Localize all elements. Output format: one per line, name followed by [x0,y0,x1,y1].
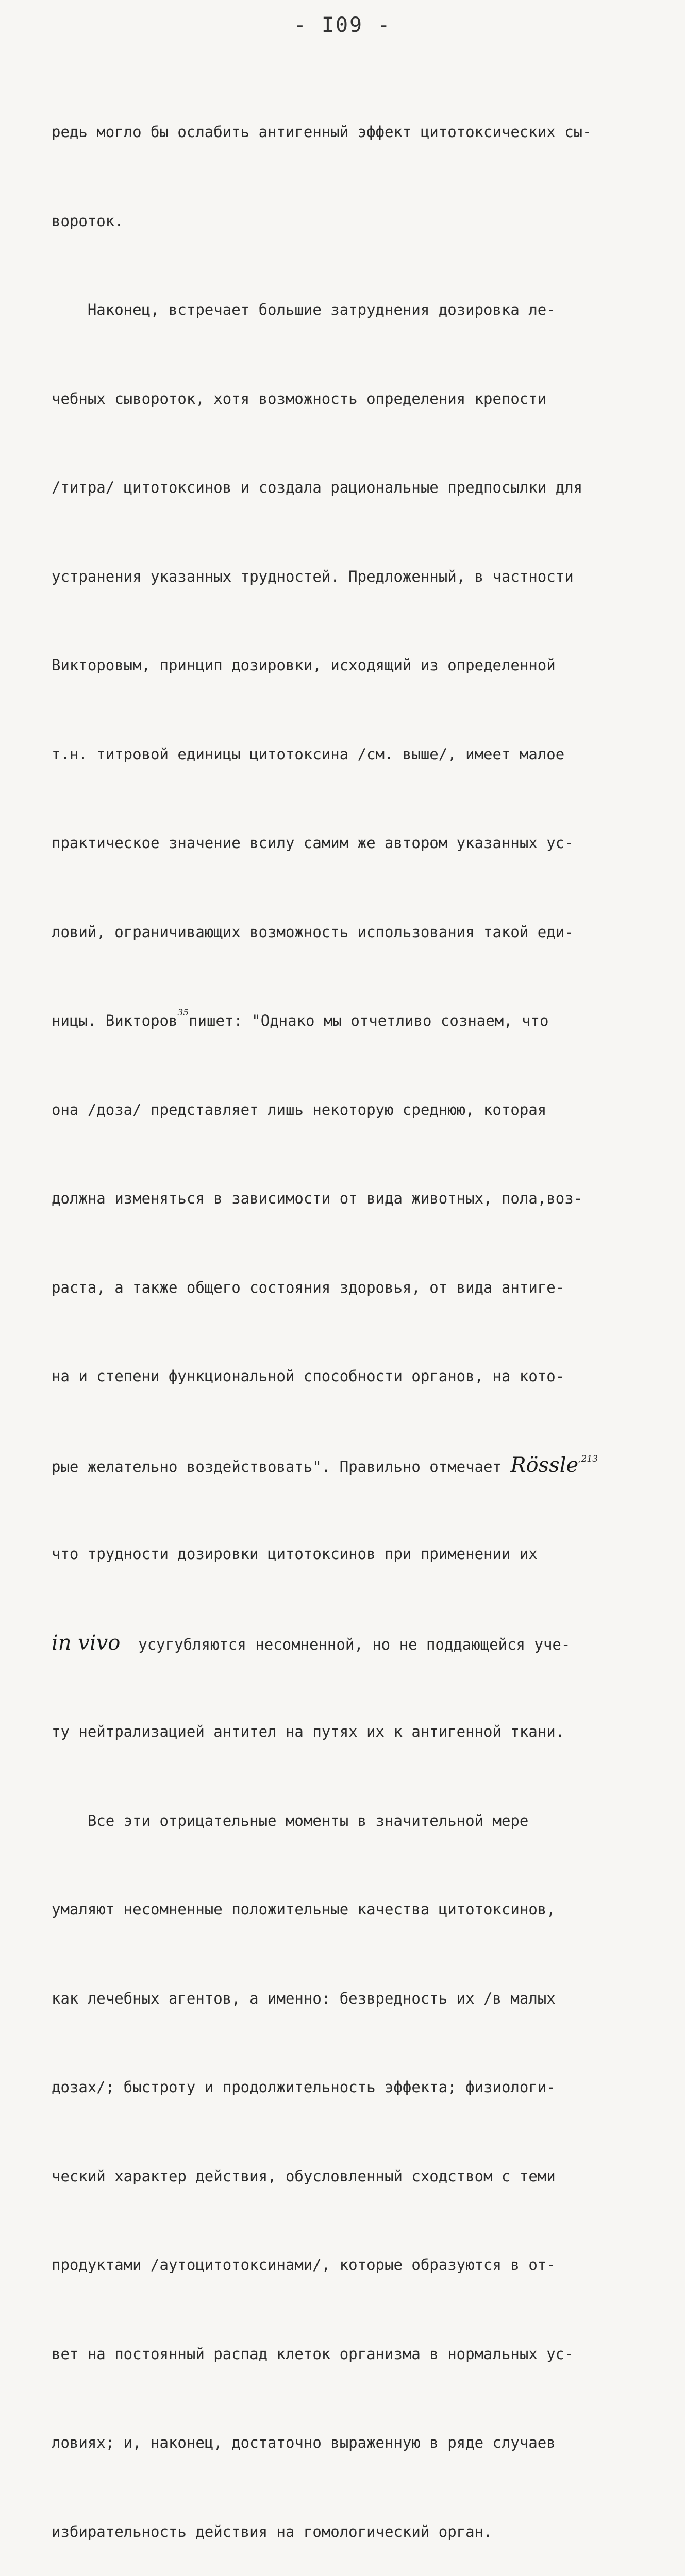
handwritten-latin-term: in vivo [52,1631,121,1655]
text-line: т.н. титровой единицы цитотоксина /см. выше/, имеет малое [52,745,565,763]
text-line: продуктами /аутоцитотоксинами/, которые образуются в от- [52,2256,556,2274]
text-line: умаляют несомненные положительные качества цитотоксинов, [52,1901,556,1918]
text-line: избирательность действия на гомологический орган. [52,2522,493,2540]
text-line: что трудности дозировки цитотоксинов при применении их [52,1545,538,1563]
text-line: раста, а также общего состояния здоровья, от вида антиге- [52,1278,565,1296]
text-line: дозах/; быстроту и продолжительность эффекта; физиологи- [52,2078,556,2096]
text-line-with-footnote [52,1006,649,1036]
text-line: ловиях; и, наконец, достаточно выраженную в ряде случаев [52,2434,556,2451]
text-segment: рые желательно воздействовать". Правильно отмечает [52,1458,511,1476]
text-line: Наконец, встречает большие затруднения дозировка ле- [52,301,556,318]
footnote-reference: 35 [177,1008,189,1018]
text-line: редь могло бы ослабить антигенный эффект цитотоксических сы- [52,123,592,141]
text-line: практическое значение всилу самим же автором указанных ус- [52,834,574,852]
text-line: как лечебных агентов, а именно: безвредность их /в малых [52,1989,556,2007]
handwritten-name: Rössle [510,1453,579,1477]
text-line: вет на постоянный распад клеток организма в нормальных ус- [52,2345,574,2363]
text-line: ту нейтрализацией антител на путях их к антигенной ткани. [52,1723,565,1740]
text-line: /титра/ цитотоксинов и создала рациональные предпосылки для [52,479,583,496]
footnote-reference: ,213 [578,1453,598,1464]
text-line: Викторовым, принцип дозировки, исходящий из определенной [52,656,556,674]
text-line: устранения указанных трудностей. Предложенный, в частности [52,567,574,585]
text-line: вороток. [52,212,124,230]
text-line: Все эти отрицательные моменты в значительной мере [52,1811,529,1829]
body-text [52,58,649,2576]
text-segment: ницы. Викторов [52,1012,178,1029]
text-line: на и степени функциональной способности органов, на кото- [52,1367,565,1385]
text-line-with-latin [52,1629,649,1658]
text-line: она /доза/ представляет лишь некоторую среднюю, которая [52,1100,547,1118]
text-line: должна изменяться в зависимости от вида животных, пола,воз- [52,1190,583,1207]
text-segment: пишет: "Однако мы отчетливо сознаем, что [189,1012,549,1029]
text-line: чебных сывороток, хотя возможность определения крепости [52,389,547,408]
text-line-with-name [52,1451,649,1481]
text-segment: усугубляются несомненной, но не поддающейся уче- [120,1635,571,1653]
text-line: ловий, ограничивающих возможность использования такой еди- [52,923,574,941]
text-line: ческий характер действия, обусловленный сходством с теми [52,2167,556,2185]
page-number: - I09 - [293,13,392,37]
